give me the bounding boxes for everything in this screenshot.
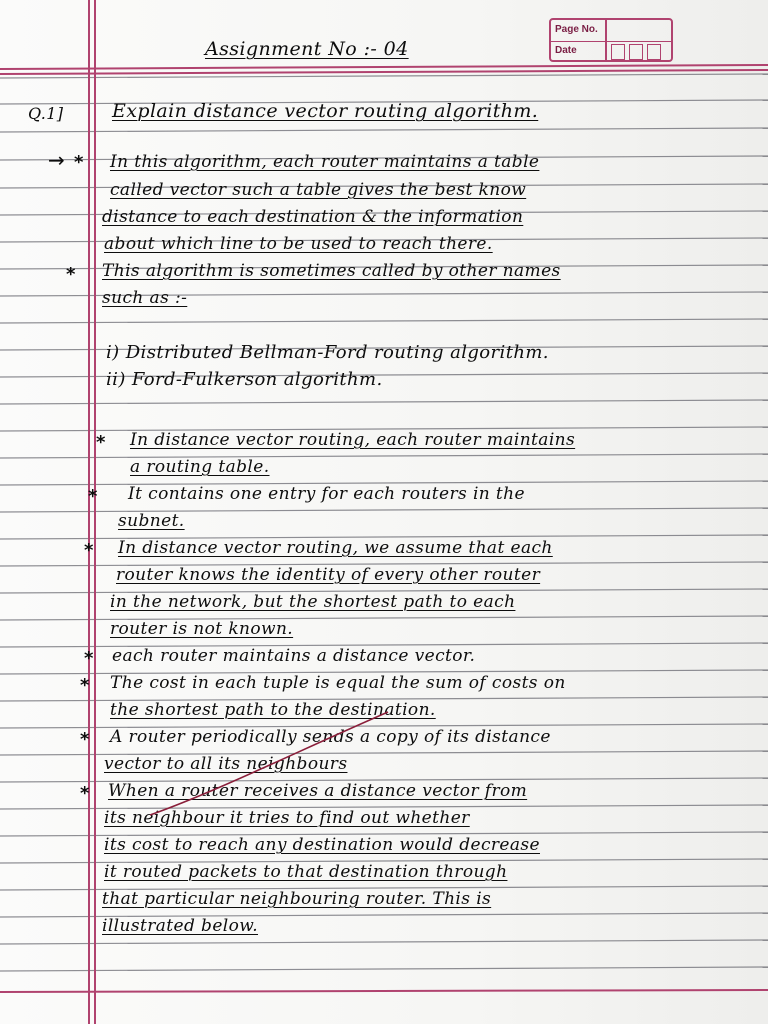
answer-line: router knows the identity of every other router — [116, 565, 541, 585]
answer-line: its neighbour it tries to find out whether — [104, 808, 470, 828]
answer-line: This algorithm is sometimes called by other names — [102, 261, 561, 281]
page-no-label: Page No. — [555, 24, 598, 35]
assignment-title: Assignment No :- 04 — [205, 38, 409, 60]
bullet-star-icon: * — [80, 729, 90, 750]
answer-line: It contains one entry for each routers in the — [128, 484, 525, 504]
answer-line: vector to all its neighbours — [104, 754, 348, 774]
answer-line: about which line to be used to reach there. — [104, 234, 493, 254]
question-text: Explain distance vector routing algorithm. — [112, 100, 539, 122]
answer-line: router is not known. — [110, 619, 294, 639]
answer-arrow-icon: → — [48, 148, 65, 172]
bullet-star-icon: * — [96, 432, 106, 453]
answer-line: that particular neighbouring router. This is — [102, 889, 492, 909]
bullet-star-icon: * — [74, 152, 84, 173]
answer-line: The cost in each tuple is equal the sum of costs on — [110, 673, 566, 693]
answer-line: In this algorithm, each router maintains a table — [110, 152, 540, 172]
answer-line: i) Distributed Bellman-Ford routing algorithm. — [106, 342, 549, 363]
answer-line: A router periodically sends a copy of its distance — [110, 727, 551, 747]
answer-line: its cost to reach any destination would decrease — [104, 835, 540, 855]
bullet-star-icon: * — [66, 264, 76, 285]
bullet-star-icon: * — [80, 675, 90, 696]
answer-line: called vector such a table gives the best know — [110, 180, 527, 200]
question-number: Q.1] — [28, 104, 64, 123]
answer-line: ii) Ford-Fulkerson algorithm. — [106, 369, 383, 390]
answer-line: each router maintains a distance vector. — [112, 646, 476, 666]
bullet-star-icon: * — [84, 648, 94, 669]
answer-line: When a router receives a distance vector from — [108, 781, 528, 801]
answer-line: illustrated below. — [102, 916, 259, 936]
answer-line: subnet. — [118, 511, 185, 531]
answer-line: it routed packets to that destination through — [104, 862, 508, 882]
answer-line: In distance vector routing, each router maintains — [130, 430, 576, 450]
answer-line: the shortest path to the destination. — [110, 700, 436, 720]
answer-line: in the network, but the shortest path to each — [110, 592, 516, 612]
answer-line: In distance vector routing, we assume that each — [118, 538, 553, 558]
bullet-star-icon: * — [88, 486, 98, 507]
bullet-star-icon: * — [80, 783, 90, 804]
answer-line: distance to each destination & the information — [102, 207, 524, 227]
answer-line: such as :- — [102, 288, 188, 308]
bullet-star-icon: * — [84, 540, 94, 561]
date-label: Date — [555, 45, 577, 56]
answer-line: a routing table. — [130, 457, 270, 477]
